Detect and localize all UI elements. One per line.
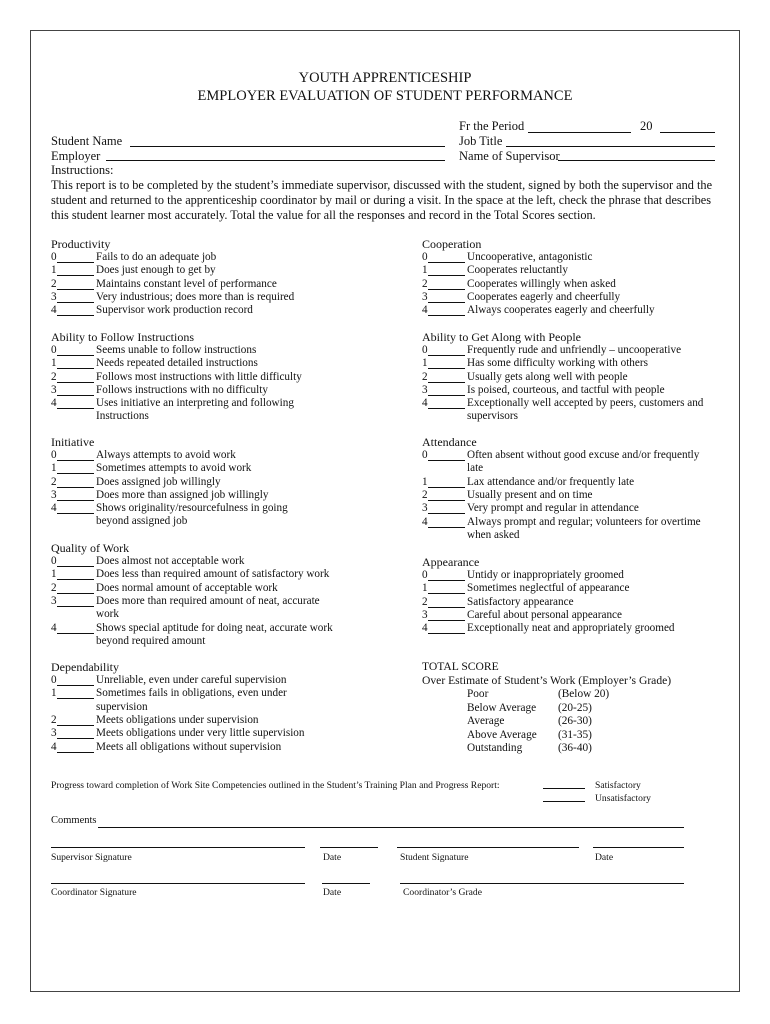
check-blank[interactable] <box>57 473 94 474</box>
rating-option-dependability-3 <box>51 727 306 740</box>
coordinator-grade-field[interactable] <box>400 883 684 884</box>
rating-text: Frequently rude and unfriendly – uncooperative <box>467 344 682 356</box>
rating-text: Often absent without good excuse and/or frequently late <box>467 449 700 475</box>
check-blank[interactable] <box>57 487 94 488</box>
student-name-field[interactable] <box>130 146 445 147</box>
year-field[interactable] <box>660 132 715 133</box>
supervisor-name-label: Name of Supervisor <box>459 149 560 163</box>
check-blank[interactable] <box>428 289 465 290</box>
rating-value: 2 <box>422 370 428 383</box>
rating-value: 1 <box>422 582 428 595</box>
rating-option-quality-2 <box>51 582 336 595</box>
form-title: YOUTH APPRENTICESHIP <box>298 70 472 86</box>
rating-option-follow-2 <box>51 371 336 384</box>
rating-option-appearance-3 <box>422 609 727 622</box>
check-blank[interactable] <box>57 579 94 580</box>
check-blank[interactable] <box>428 302 465 303</box>
rating-value: 2 <box>422 277 428 290</box>
rating-text: Meets obligations under supervision <box>96 713 259 726</box>
progress-text: Progress toward completion of Work Site Competencies outlined in the Student’s Training Plan and Progress Report: <box>51 780 500 791</box>
rating-option-productivity-1 <box>51 264 336 277</box>
rating-text: Uncooperative, antagonistic <box>467 251 593 263</box>
rating-value: 1 <box>422 264 428 277</box>
section-title-appearance: Appearance <box>422 555 480 569</box>
rating-value: 1 <box>51 687 57 700</box>
rating-option-productivity-2 <box>51 278 336 291</box>
check-blank[interactable] <box>428 395 465 396</box>
date-label-2: Date <box>595 852 614 863</box>
rating-value: 3 <box>51 727 57 740</box>
check-blank[interactable] <box>428 382 465 383</box>
check-blank[interactable] <box>57 289 94 290</box>
rating-text: Seems unable to follow instructions <box>96 344 257 356</box>
rating-value: 4 <box>422 397 428 410</box>
date-field-2[interactable] <box>593 847 684 848</box>
rating-text: Untidy or inappropriately groomed <box>467 569 624 581</box>
rating-option-attendance-4 <box>422 516 717 543</box>
check-blank[interactable] <box>57 606 94 607</box>
supervisor-name-field[interactable] <box>558 160 715 161</box>
student-signature-field[interactable] <box>397 847 579 848</box>
date-field-1[interactable] <box>320 847 378 848</box>
rating-option-appearance-0 <box>422 569 727 582</box>
rating-text: Careful about personal appearance <box>467 608 622 621</box>
total-score-title: TOTAL SCORE <box>422 660 499 673</box>
student-signature-label: Student Signature <box>400 852 469 863</box>
check-blank[interactable] <box>57 685 94 686</box>
form-subtitle: EMPLOYER EVALUATION OF STUDENT PERFORMANCE <box>197 88 573 104</box>
rating-text: Lax attendance and/or frequently late <box>467 475 635 488</box>
rating-option-initiative-0 <box>51 449 306 462</box>
section-title-quality: Quality of Work <box>51 541 130 555</box>
check-blank[interactable] <box>57 500 94 501</box>
check-blank[interactable] <box>428 607 465 608</box>
section-title-follow: Ability to Follow Instructions <box>51 330 195 344</box>
date-label-1: Date <box>323 852 342 863</box>
comments-field[interactable] <box>98 827 684 828</box>
comments-label: Comments <box>51 815 97 826</box>
rating-value: 3 <box>51 383 57 396</box>
rating-option-attendance-3 <box>422 502 717 515</box>
check-blank[interactable] <box>428 500 465 501</box>
rating-option-dependability-0 <box>51 674 306 687</box>
rating-option-along-1 <box>422 357 707 370</box>
instructions-text: This report is to be completed by the student’s immediate supervisor, discussed with the student, signed by both the supervisor and the student and returned to the apprenticeship coordinator by mail or during a visit. In the space at the left, check the phrase that describes this student learner most accurately. Total the value for all the responses and record in the Total Scores section. <box>51 178 713 222</box>
rating-text: Needs repeated detailed instructions <box>96 357 258 370</box>
check-blank[interactable] <box>428 527 465 528</box>
check-blank[interactable] <box>57 725 94 726</box>
rating-text: Does more than required amount of neat, accurate work <box>96 594 320 621</box>
employer-label: Employer <box>51 149 101 163</box>
rating-value: 4 <box>51 304 57 317</box>
period-label: Fr the Period <box>459 119 525 133</box>
check-blank[interactable] <box>428 262 465 263</box>
check-blank[interactable] <box>57 513 94 514</box>
check-blank[interactable] <box>57 460 94 461</box>
rating-text: Satisfactory appearance <box>467 595 574 608</box>
rating-text: Cooperates willingly when asked <box>467 277 616 290</box>
rating-option-cooperation-1 <box>422 264 727 277</box>
section-title-along: Ability to Get Along with People <box>422 330 581 344</box>
rating-text: Sometimes attempts to avoid work <box>96 462 252 475</box>
rating-value: 0 <box>51 555 57 567</box>
rating-value: 0 <box>51 251 57 263</box>
check-blank[interactable] <box>57 738 94 739</box>
check-blank[interactable] <box>428 408 465 409</box>
rating-option-attendance-1 <box>422 476 717 489</box>
rating-text: Uses initiative an interpreting and following Instructions <box>96 397 294 423</box>
unsatisfactory-field[interactable] <box>543 801 585 802</box>
check-blank[interactable] <box>57 382 94 383</box>
unsatisfactory-label: Unsatisfactory <box>595 793 651 804</box>
rating-value: 0 <box>51 344 57 356</box>
rating-text: Does assigned job willingly <box>96 475 221 488</box>
rating-text: Very prompt and regular in attendance <box>467 502 639 515</box>
rating-option-dependability-4 <box>51 741 306 754</box>
grade-range: (Below 20) <box>558 688 610 700</box>
rating-text: Shows special aptitude for doing neat, accurate work beyond required amount <box>96 621 333 647</box>
rating-option-productivity-0 <box>51 251 336 264</box>
grade-label: Outstanding <box>467 742 523 754</box>
check-blank[interactable] <box>428 460 465 461</box>
check-blank[interactable] <box>57 355 94 356</box>
rating-text: Always attempts to avoid work <box>96 449 236 461</box>
check-blank[interactable] <box>428 580 465 581</box>
date-label-3: Date <box>323 887 342 898</box>
rating-text: Supervisor work production record <box>96 304 253 317</box>
rating-option-attendance-0 <box>422 449 717 476</box>
rating-text: Unreliable, even under careful supervision <box>96 674 287 686</box>
grade-label: Average <box>467 715 505 727</box>
rating-option-along-4 <box>422 397 707 424</box>
section-title-dependability: Dependability <box>51 660 119 674</box>
rating-value: 2 <box>51 581 57 594</box>
grade-label: Poor <box>467 688 489 700</box>
check-blank[interactable] <box>428 368 465 369</box>
check-blank[interactable] <box>57 368 94 369</box>
rating-value: 0 <box>51 449 57 461</box>
rating-option-appearance-4 <box>422 622 727 635</box>
job-title-label: Job Title <box>459 134 503 148</box>
rating-text: Cooperates eagerly and cheerfully <box>467 290 621 303</box>
check-blank[interactable] <box>57 752 94 753</box>
check-blank[interactable] <box>57 262 94 263</box>
rating-value: 0 <box>422 251 428 263</box>
check-blank[interactable] <box>428 315 465 316</box>
check-blank[interactable] <box>57 395 94 396</box>
grade-label: Below Average <box>467 701 537 714</box>
rating-option-cooperation-2 <box>422 278 727 291</box>
rating-text: Always cooperates eagerly and cheerfully <box>467 304 655 317</box>
year-label: 20 <box>640 119 653 133</box>
rating-text: Always prompt and regular; volunteers for overtime when asked <box>467 515 701 541</box>
rating-text: Cooperates reluctantly <box>467 264 568 277</box>
rating-value: 1 <box>51 264 57 277</box>
total-score-subtitle: Over Estimate of Student’s Work (Employer’s Grade) <box>422 674 672 687</box>
rating-value: 1 <box>51 568 57 581</box>
rating-option-quality-1 <box>51 568 336 581</box>
rating-text: Usually present and on time <box>467 488 593 501</box>
section-title-cooperation: Cooperation <box>422 237 482 251</box>
rating-value: 0 <box>422 344 428 356</box>
rating-text: Very industrious; does more than is required <box>96 290 295 303</box>
student-name-label: Student Name <box>51 134 123 148</box>
rating-text: Maintains constant level of performance <box>96 277 277 290</box>
section-title-productivity: Productivity <box>51 237 111 251</box>
rating-value: 4 <box>422 515 428 528</box>
rating-text: Does just enough to get by <box>96 264 216 277</box>
supervisor-signature-label: Supervisor Signature <box>51 852 132 863</box>
rating-text: Does normal amount of acceptable work <box>96 581 278 594</box>
rating-option-cooperation-3 <box>422 291 727 304</box>
rating-text: Usually gets along well with people <box>467 370 628 383</box>
rating-value: 3 <box>422 383 428 396</box>
instructions-label: Instructions: <box>51 163 114 177</box>
rating-text: Follows most instructions with little difficulty <box>96 370 302 383</box>
rating-text: Does more than assigned job willingly <box>96 488 269 501</box>
rating-option-initiative-2 <box>51 476 306 489</box>
rating-option-follow-1 <box>51 357 336 370</box>
coordinator-signature-label: Coordinator Signature <box>51 887 137 898</box>
rating-value: 4 <box>422 622 428 635</box>
rating-option-along-3 <box>422 384 707 397</box>
rating-option-initiative-4 <box>51 502 306 529</box>
rating-option-quality-0 <box>51 555 336 568</box>
section-title-initiative: Initiative <box>51 435 95 449</box>
satisfactory-label: Satisfactory <box>595 780 641 791</box>
rating-text: Has some difficulty working with others <box>467 357 648 370</box>
rating-option-productivity-4 <box>51 304 336 317</box>
rating-option-attendance-2 <box>422 489 717 502</box>
rating-value: 2 <box>51 713 57 726</box>
rating-value: 2 <box>51 475 57 488</box>
check-blank[interactable] <box>428 513 465 514</box>
rating-value: 3 <box>422 502 428 515</box>
rating-value: 4 <box>422 304 428 317</box>
rating-option-dependability-2 <box>51 714 306 727</box>
check-blank[interactable] <box>57 593 94 594</box>
grade-range: (36-40) <box>558 742 592 754</box>
rating-value: 3 <box>51 290 57 303</box>
rating-value: 1 <box>422 357 428 370</box>
coordinator-signature-field[interactable] <box>51 883 305 884</box>
check-blank[interactable] <box>57 566 94 567</box>
rating-text: Follows instructions with no difficulty <box>96 383 268 396</box>
rating-option-follow-4 <box>51 397 336 424</box>
rating-text: Does almost not acceptable work <box>96 555 245 567</box>
rating-option-along-0 <box>422 344 707 357</box>
rating-text: Does less than required amount of satisfactory work <box>96 568 330 581</box>
grade-range: (31-35) <box>558 728 592 741</box>
rating-value: 1 <box>422 475 428 488</box>
rating-text: Is poised, courteous, and tactful with people <box>467 383 665 396</box>
rating-option-productivity-3 <box>51 291 336 304</box>
rating-value: 4 <box>51 397 57 410</box>
supervisor-signature-field[interactable] <box>51 847 305 848</box>
check-blank[interactable] <box>57 315 94 316</box>
rating-text: Exceptionally neat and appropriately groomed <box>467 622 675 635</box>
rating-value: 1 <box>51 357 57 370</box>
check-blank[interactable] <box>428 275 465 276</box>
rating-text: Fails to do an adequate job <box>96 251 217 263</box>
rating-text: Shows originality/resourcefulness in going beyond assigned job <box>96 502 288 528</box>
rating-option-initiative-1 <box>51 462 306 475</box>
rating-value: 3 <box>422 290 428 303</box>
grade-label: Above Average <box>467 728 537 741</box>
rating-option-along-2 <box>422 371 707 384</box>
rating-value: 2 <box>422 595 428 608</box>
rating-text: Sometimes neglectful of appearance <box>467 582 630 595</box>
check-blank[interactable] <box>428 633 465 634</box>
check-blank[interactable] <box>57 633 94 634</box>
rating-option-initiative-3 <box>51 489 306 502</box>
rating-value: 4 <box>51 502 57 515</box>
employer-field[interactable] <box>106 160 445 161</box>
rating-text: Meets obligations under very little supervision <box>96 727 305 740</box>
check-blank[interactable] <box>57 408 94 409</box>
date-field-3[interactable] <box>322 883 370 884</box>
rating-option-quality-3 <box>51 595 336 622</box>
rating-text: Meets all obligations without supervision <box>96 740 282 753</box>
rating-option-cooperation-0 <box>422 251 727 264</box>
check-blank[interactable] <box>428 620 465 621</box>
coordinator-grade-label: Coordinator’s Grade <box>403 887 482 898</box>
rating-value: 3 <box>51 594 57 607</box>
rating-value: 2 <box>51 277 57 290</box>
rating-text: Sometimes fails in obligations, even under supervision <box>96 687 287 713</box>
check-blank[interactable] <box>428 355 465 356</box>
rating-value: 3 <box>422 608 428 621</box>
rating-option-follow-3 <box>51 384 336 397</box>
grade-range: (26-30) <box>558 715 592 727</box>
grade-range: (20-25) <box>558 701 592 714</box>
check-blank[interactable] <box>57 698 94 699</box>
check-blank[interactable] <box>428 593 465 594</box>
check-blank[interactable] <box>57 302 94 303</box>
period-field[interactable] <box>528 132 631 133</box>
rating-value: 0 <box>422 449 428 461</box>
satisfactory-field[interactable] <box>543 788 585 789</box>
rating-value: 0 <box>422 569 428 581</box>
rating-value: 2 <box>51 370 57 383</box>
rating-value: 4 <box>51 621 57 634</box>
rating-option-dependability-1 <box>51 687 306 714</box>
rating-option-appearance-1 <box>422 582 727 595</box>
rating-option-cooperation-4 <box>422 304 727 317</box>
rating-value: 0 <box>51 674 57 686</box>
check-blank[interactable] <box>428 487 465 488</box>
job-title-field[interactable] <box>506 146 715 147</box>
rating-value: 1 <box>51 462 57 475</box>
rating-text: Exceptionally well accepted by peers, customers and supervisors <box>467 397 704 423</box>
rating-value: 4 <box>51 740 57 753</box>
rating-option-appearance-2 <box>422 596 727 609</box>
rating-value: 2 <box>422 488 428 501</box>
check-blank[interactable] <box>57 275 94 276</box>
rating-option-quality-4 <box>51 622 336 649</box>
rating-option-follow-0 <box>51 344 336 357</box>
section-title-attendance: Attendance <box>422 435 477 449</box>
rating-value: 3 <box>51 488 57 501</box>
